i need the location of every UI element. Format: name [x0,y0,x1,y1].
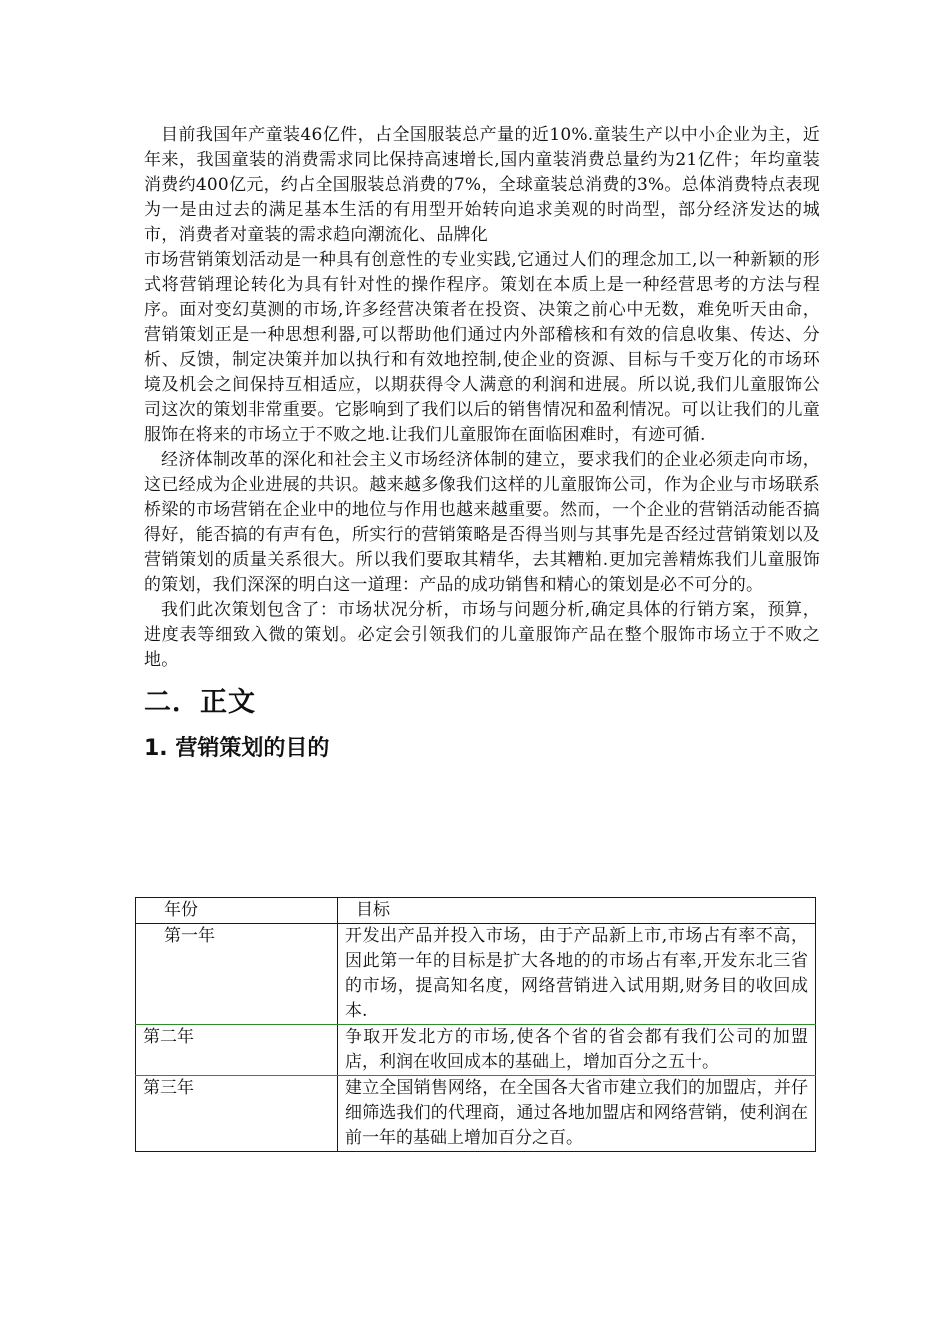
table-row [136,1025,816,1076]
section-heading-main-text: 二．正文 [144,687,256,718]
paragraph-market-overview: 目前我国年产童装46亿件，占全国服装总产量的近10%.童装生产以中小企业为主，近年来，我国童装的消费需求同比保持高速增长,国内童装消费总量约为21亿件；年均童装消费约400亿元，约占全国服装总消费的7%，全球童装总消费的3%。总体消费特点表现为一是由过去的满足基本生活的有用型开始转向追求美观的时尚型，部分经济发达的城市，消费者对童装的需求趋向潮流化、品牌化 [144,125,820,245]
table-cell-goal: 开发出产品并投入市场，由于产品新上市,市场占有率不高，因此第一年的目标是扩大各地的的市场占有率,开发东北三省的市场，提高知名度，网络营销进入试用期,财务目的收回成本. [338,924,816,1025]
goals-table [135,897,816,1152]
table-cell-year: 第二年 [136,1025,338,1076]
table-header-goal: 目标 [338,898,816,924]
table-cell-goal: 建立全国销售网络，在全国各大省市建立我们的加盟店，并仔细筛选我们的代理商，通过各地加盟店和网络营销，使利润在前一年的基础上增加百分之百。 [338,1076,816,1152]
subsection-heading-planning-goals: 1. 营销策划的目的 [144,736,330,761]
table-row [136,924,816,1025]
table-cell-year: 第三年 [136,1076,338,1152]
table-row [136,1076,816,1152]
table-header-year: 年份 [136,898,338,924]
paragraph-planning-definition: 市场营销策划活动是一种具有创意性的专业实践,它通过人们的理念加工,以一种新颖的形式将营销理论转化为具有针对性的操作程序。策划在本质上是一种经营思考的方法与程序。面对变幻莫测的市场,许多经营决策者在投资、决策之前心中无数，难免听天由命，营销策划正是一种思想利器,可以帮助他们通过内外部稽核和有效的信息收集、传达、分析、反馈，制定决策并加以执行和有效地控制,使企业的资源、目标与千变万化的市场环境及机会之间保持互相适应，以期获得令人满意的利润和进展。所以说,我们儿童服饰公司这次的策划非常重要。它影响到了我们以后的销售情况和盈利情况。可以让我们的儿童服饰在将来的市场立于不败之地.让我们儿童服饰在面临困难时，有迹可循. [144,250,820,445]
table-cell-year: 第一年 [136,924,338,1025]
paragraph-plan-contents: 我们此次策划包含了：市场状况分析，市场与问题分析,确定具体的行销方案，预算，进度表等细致入微的策划。必定会引领我们的儿童服饰产品在整个服饰市场立于不败之地。 [144,600,820,670]
document-body [144,123,820,767]
table-header-row [136,898,816,924]
paragraph-economic-reform: 经济体制改革的深化和社会主义市场经济体制的建立，要求我们的企业必须走向市场，这已经成为企业进展的共识。越来越多像我们这样的儿童服饰公司，作为企业与市场联系桥梁的市场营销在企业中的地位与作用也越来越重要。然而，一个企业的营销活动能否搞得好，能否搞的有声有色，所实行的营销策略是否得当则与其事先是否经过营销策划以及营销策划的质量关系很大。所以我们要取其精华，去其糟粕.更加完善精炼我们儿童服饰的策划，我们深深的明白这一道理：产品的成功销售和精心的策划是必不可分的。 [144,450,820,595]
table-cell-goal: 争取开发北方的市场,使各个省的省会都有我们公司的加盟店，利润在收回成本的基础上，增加百分之五十。 [338,1025,816,1076]
